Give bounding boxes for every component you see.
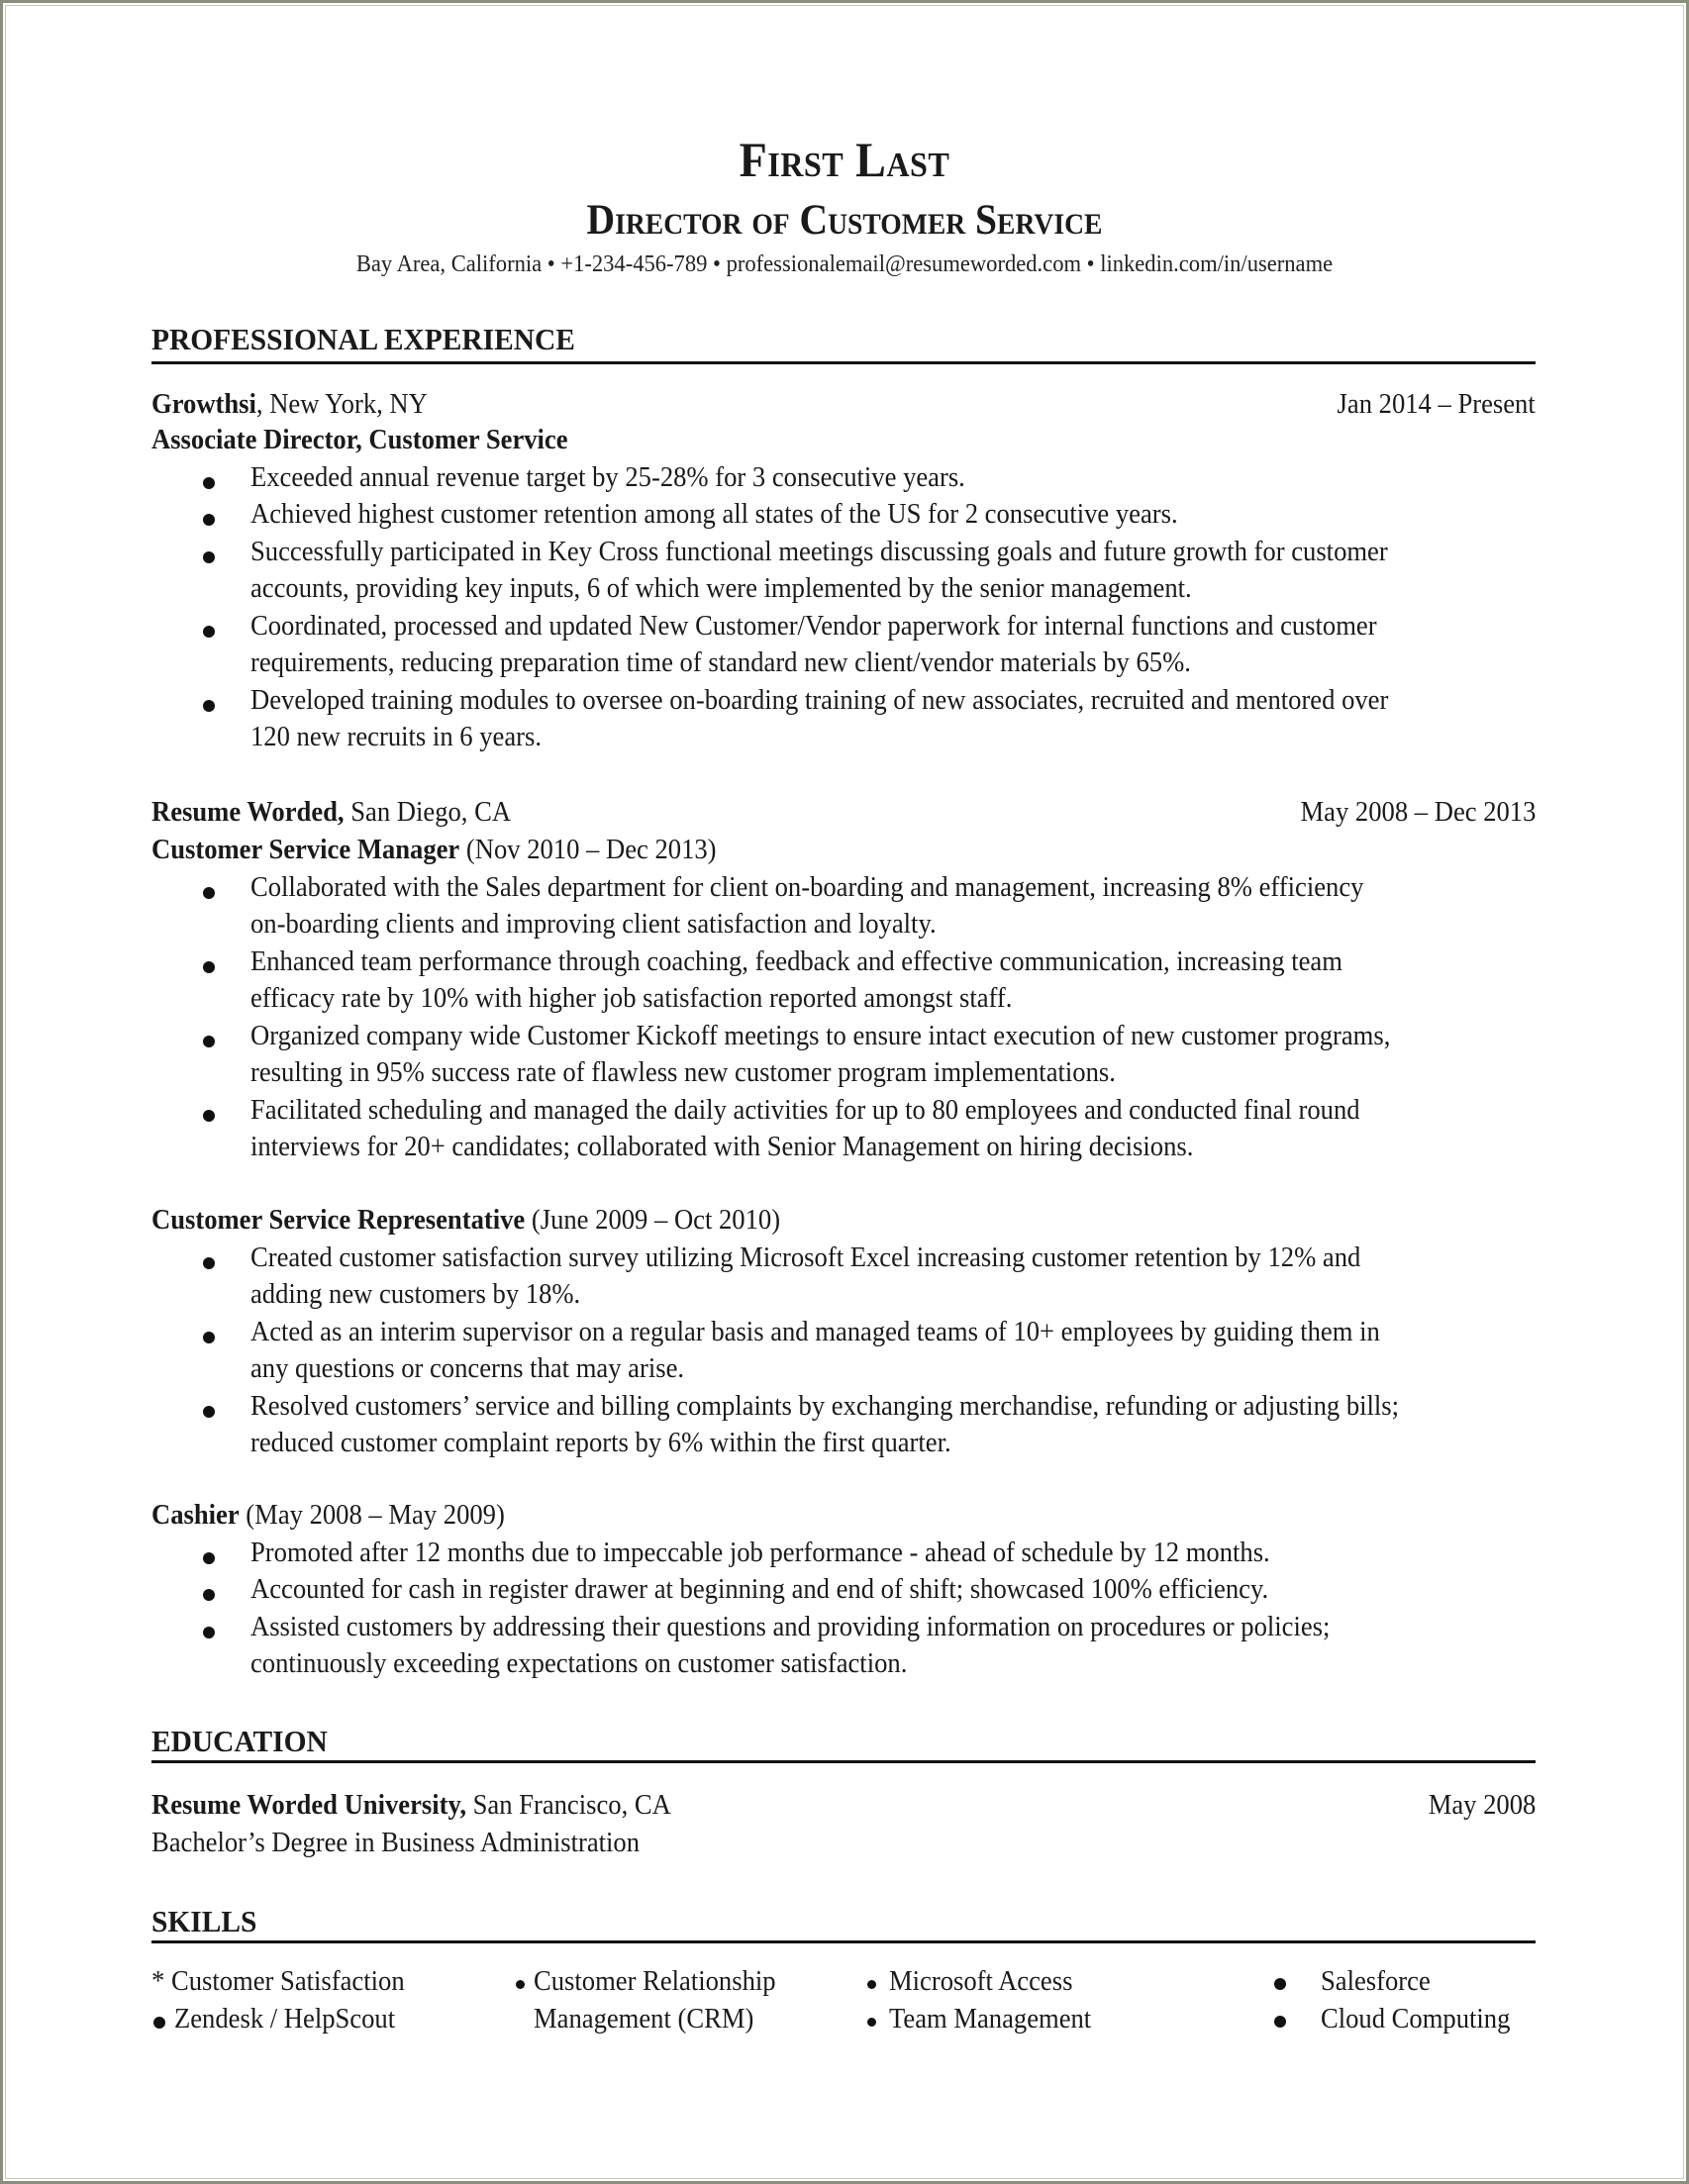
bullet-icon bbox=[153, 2017, 165, 2029]
school-name: Resume Worded University, bbox=[151, 1790, 466, 1821]
bullet-icon bbox=[1274, 1978, 1286, 1990]
bullet-text: requirements, reducing preparation time of standard new client/vendor materials by 65%. bbox=[250, 647, 1191, 678]
role-line bbox=[151, 1205, 780, 1237]
skill-item: * Customer Satisfaction bbox=[151, 1966, 405, 1997]
school-location: San Francisco, CA bbox=[465, 1790, 671, 1821]
bullet-icon bbox=[203, 1589, 215, 1601]
bullet-text: Collaborated with the Sales department for client on-boarding and management, increasing 8% efficiency bbox=[250, 871, 1364, 903]
bullet-text: accounts, providing key inputs, 6 of which were implemented by the senior management. bbox=[250, 573, 1192, 604]
candidate-title: Director of Customer Service bbox=[586, 197, 1103, 244]
bullet-icon bbox=[203, 961, 215, 973]
bullet-icon bbox=[867, 1980, 876, 1989]
role-line bbox=[151, 835, 717, 866]
company-line bbox=[151, 797, 511, 829]
bullet-text: Coordinated, processed and updated New Customer/Vendor paperwork for internal functions and customer bbox=[250, 610, 1377, 642]
bullet-icon bbox=[203, 1406, 215, 1418]
bullet-text: Successfully participated in Key Cross functional meetings discussing goals and future growth for customer bbox=[250, 536, 1388, 567]
bullet-text: any questions or concerns that may arise. bbox=[250, 1353, 685, 1384]
candidate-name: First Last bbox=[739, 132, 950, 187]
bullet-text: Created customer satisfaction survey utilizing Microsoft Excel increasing customer retention by 12% and bbox=[250, 1241, 1361, 1273]
bullet-icon bbox=[203, 477, 215, 489]
section-rule bbox=[151, 1760, 1536, 1763]
role-period: (Nov 2010 – Dec 2013) bbox=[459, 835, 717, 865]
bullet-text: Developed training modules to oversee on-boarding training of new associates, recruited and mentored over bbox=[250, 684, 1389, 716]
employment-dates: May 2008 – Dec 2013 bbox=[1300, 797, 1536, 828]
role-title: Customer Service Manager bbox=[151, 835, 460, 865]
bullet-text: Exceeded annual revenue target by 25-28% for 3 consecutive years. bbox=[250, 461, 965, 493]
role-title: Cashier bbox=[151, 1500, 240, 1531]
skill-item: Team Management bbox=[889, 2004, 1092, 2035]
bullet-icon bbox=[867, 2018, 876, 2027]
education-date: May 2008 bbox=[1428, 1790, 1536, 1821]
bullet-icon bbox=[203, 887, 215, 899]
role-title: Associate Director, Customer Service bbox=[151, 425, 568, 455]
company-name: Resume Worded, bbox=[151, 797, 345, 828]
employment-dates: Jan 2014 – Present bbox=[1337, 389, 1536, 420]
bullet-icon bbox=[203, 1627, 215, 1638]
bullet-text: Accounted for cash in register drawer at beginning and end of shift; showcased 100% efficiency. bbox=[250, 1574, 1269, 1605]
role-title: Customer Service Representative bbox=[151, 1205, 526, 1236]
bullet-text: 120 new recruits in 6 years. bbox=[250, 722, 542, 752]
bullet-text: Resolved customers’ service and billing complaints by exchanging merchandise, refunding or adjusting bills; bbox=[250, 1390, 1400, 1422]
skill-item: Microsoft Access bbox=[889, 1966, 1073, 1997]
bullet-text: interviews for 20+ candidates; collaborated with Senior Management on hiring decisions. bbox=[250, 1132, 1194, 1162]
bullet-icon bbox=[203, 551, 215, 563]
bullet-text: reduced customer complaint reports by 6% within the first quarter. bbox=[250, 1428, 951, 1458]
bullet-text: Achieved highest customer retention among all states of the US for 2 consecutive years. bbox=[250, 499, 1178, 530]
bullet-text: Acted as an interim supervisor on a regular basis and managed teams of 10+ employees by guiding them in bbox=[250, 1316, 1380, 1347]
bullet-text: Promoted after 12 months due to impeccable job performance - ahead of schedule by 12 months. bbox=[250, 1537, 1270, 1568]
bullet-text: Organized company wide Customer Kickoff meetings to ensure intact execution of new customer programs, bbox=[250, 1020, 1391, 1051]
role-line bbox=[151, 1500, 505, 1532]
skill-item: Management (CRM) bbox=[534, 2004, 754, 2035]
bullet-icon bbox=[203, 1332, 215, 1343]
education-entry bbox=[151, 1790, 671, 1822]
company-location: , New York, NY bbox=[255, 389, 428, 420]
company-name: Growthsi bbox=[151, 389, 256, 420]
bullet-icon bbox=[203, 1036, 215, 1047]
bullet-icon bbox=[203, 626, 215, 638]
skill-item: Customer Relationship bbox=[534, 1966, 776, 1997]
section-heading-education: EDUCATION bbox=[151, 1724, 328, 1758]
skill-item: Zendesk / HelpScout bbox=[174, 2004, 396, 2035]
degree: Bachelor’s Degree in Business Administration bbox=[151, 1828, 641, 1858]
bullet-text: continuously exceeding expectations on customer satisfaction. bbox=[250, 1648, 908, 1679]
bullet-text: on-boarding clients and improving client satisfaction and loyalty. bbox=[250, 909, 937, 940]
bullet-text: efficacy rate by 10% with higher job satisfaction reported amongst staff. bbox=[250, 983, 1013, 1014]
company-line bbox=[151, 389, 428, 421]
bullet-text: Enhanced team performance through coaching, feedback and effective communication, increasing team bbox=[250, 945, 1342, 977]
bullet-icon bbox=[203, 1257, 215, 1269]
section-rule bbox=[151, 1940, 1536, 1943]
contact-line: Bay Area, California • +1-234-456-789 • professionalemail@resumeworded.com • linkedin.com/in/username bbox=[355, 251, 1334, 277]
bullet-text: Facilitated scheduling and managed the daily activities for up to 80 employees and conducted final round bbox=[250, 1094, 1360, 1126]
section-heading-skills: SKILLS bbox=[151, 1904, 257, 1938]
bullet-icon bbox=[1274, 2016, 1286, 2028]
bullet-text: resulting in 95% success rate of flawless new customer program implementations. bbox=[250, 1057, 1116, 1088]
bullet-icon bbox=[203, 1110, 215, 1122]
bullet-icon bbox=[203, 514, 215, 526]
skill-item: Cloud Computing bbox=[1321, 2004, 1511, 2035]
bullet-icon bbox=[516, 1980, 525, 1989]
company-location: San Diego, CA bbox=[344, 797, 512, 828]
bullet-icon bbox=[203, 1552, 215, 1564]
bullet-text: adding new customers by 18%. bbox=[250, 1279, 581, 1310]
bullet-text: Assisted customers by addressing their questions and providing information on procedures or policies; bbox=[250, 1611, 1331, 1642]
skill-item: Salesforce bbox=[1321, 1966, 1431, 1997]
role-period: (May 2008 – May 2009) bbox=[239, 1500, 505, 1531]
section-rule bbox=[151, 361, 1536, 364]
role-period: (June 2009 – Oct 2010) bbox=[525, 1205, 781, 1236]
bullet-icon bbox=[203, 700, 215, 712]
section-heading-experience: PROFESSIONAL EXPERIENCE bbox=[151, 322, 575, 356]
